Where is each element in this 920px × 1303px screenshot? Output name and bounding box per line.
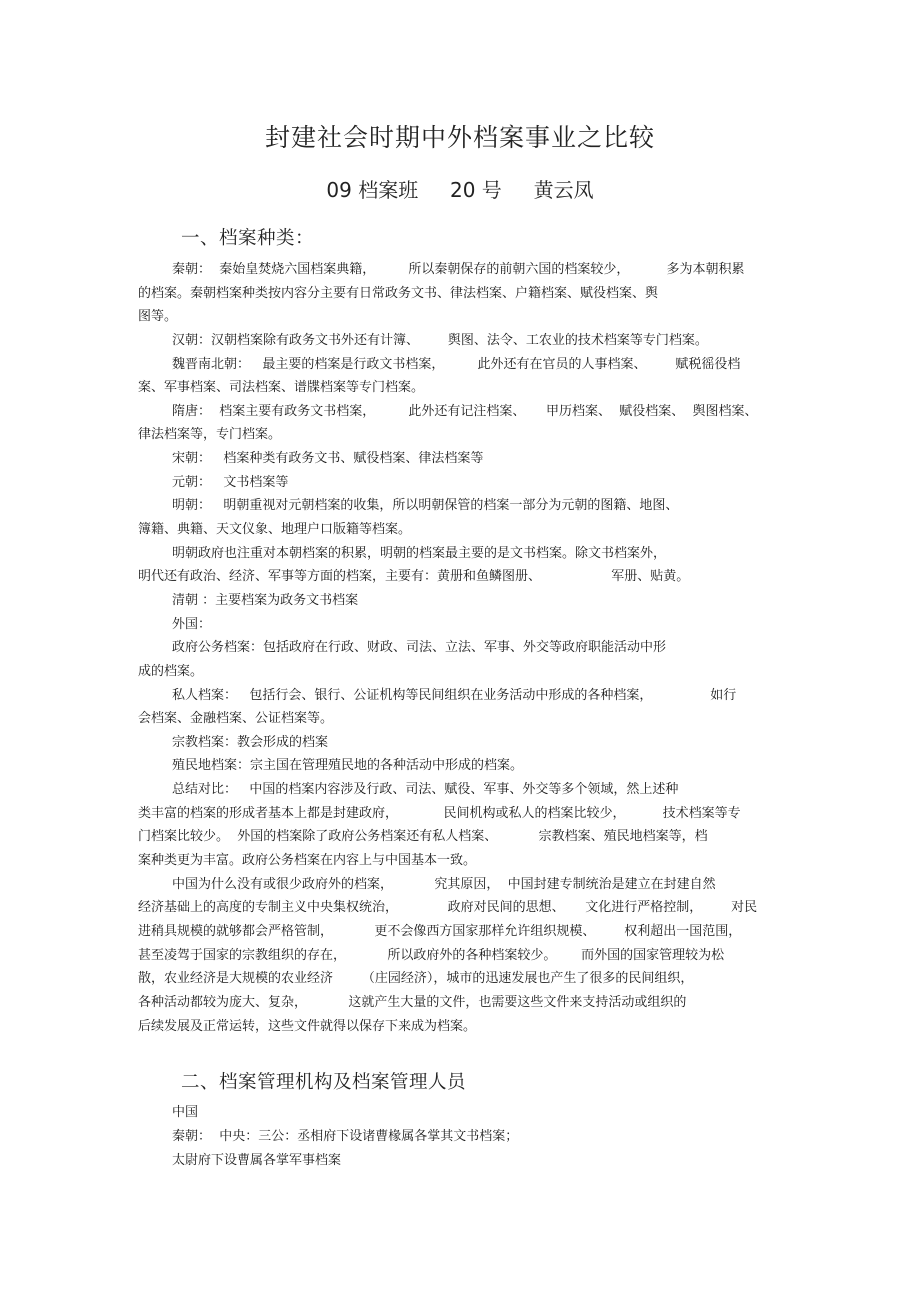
paragraph-line: 各种活动都较为庞大、复杂， 这就产生大量的文件，也需要这些文件来支持活动或组织的 xyxy=(138,994,687,1010)
section-1-body xyxy=(138,258,780,1038)
paragraph-line: 宋朝： 档案种类有政务文书、赋役档案、律法档案等 xyxy=(172,451,484,467)
paragraph-line: 类丰富的档案的形成者基本上都是封建政府， 民间机构或私人的档案比较少， 技术档案等专 xyxy=(138,805,741,821)
paragraph-line: 秦朝： 秦始皇焚烧六国档案典籍， 所以秦朝保存的前朝六国的档案较少， 多为本朝积累 xyxy=(172,262,745,277)
paragraph-line: 明朝政府也注重对本朝档案的积累，明朝的档案最主要的是文书档案。除文书档案外， xyxy=(172,545,667,561)
paragraph-line: 太尉府下设曹属各掌军事档案 xyxy=(172,1153,342,1168)
paragraph-line: 明代还有政治、经济、军事等方面的档案，主要有：黄册和鱼鳞图册、 军册、贴黄。 xyxy=(138,569,690,585)
section-1-heading: 一、档案种类： xyxy=(181,228,315,249)
paragraph-line: 殖民地档案：宗主国在管理殖民地的各种活动中形成的档案。 xyxy=(172,758,524,774)
paragraph-line: 总结对比： 中国的档案内容涉及行政、司法、赋役、军事、外交等多个领域，然上述种 xyxy=(172,782,679,798)
paragraph-line: 元朝： 文书档案等 xyxy=(172,474,289,490)
paragraph-line: 后续发展及正常运转，这些文件就得以保存下来成为档案。 xyxy=(138,1018,477,1034)
paragraph-line: 私人档案： 包括行会、银行、公证机构等民间组织在业务活动中形成的各种档案， 如行 xyxy=(172,687,737,703)
paragraph-line: 甚至凌驾于国家的宗教组织的存在， 所以政府外的各种档案较少。 而外国的国家管理较为松 xyxy=(138,947,725,963)
paragraph-line: 的档案。秦朝档案种类按内容分主要有日常政务文书、律法档案、户籍档案、赋役档案、舆 xyxy=(138,285,659,301)
document-title: 封建社会时期中外档案事业之比较 xyxy=(264,123,655,152)
section-2-body xyxy=(138,1101,780,1173)
paragraph-line: 中国为什么没有或很少政府外的档案， 究其原因， 中国封建专制统治是建立在封建自然 xyxy=(172,876,716,892)
paragraph-line: 明朝： 明朝重视对元朝档案的收集，所以明朝保管的档案一部分为元朝的图籍、地图、 xyxy=(172,498,679,514)
paragraph-line: 隋唐： 档案主要有政务文书档案， 此外还有记注档案、 甲历档案、 赋役档案、 舆图档案、 xyxy=(172,403,758,419)
section-2-heading: 二、档案管理机构及档案管理人员 xyxy=(181,1072,467,1093)
paragraph-line: 簿籍、典籍、天文仪象、地理户口版籍等档案。 xyxy=(138,522,412,538)
paragraph-line: 魏晋南北朝： 最主要的档案是行政文书档案， 此外还有在官员的人事档案、 赋税徭役档 xyxy=(172,356,741,372)
paragraph-line: 宗教档案：教会形成的档案 xyxy=(172,734,329,750)
paragraph-line: 案、军事档案、司法档案、谱牒档案等专门档案。 xyxy=(138,380,425,396)
paragraph-line: 会档案、金融档案、公证档案等。 xyxy=(138,711,334,727)
paragraph-line: 律法档案等，专门档案。 xyxy=(138,427,282,443)
paragraph-line: 政府公务档案：包括政府在行政、财政、司法、立法、军事、外交等政府职能活动中形 xyxy=(172,640,667,656)
paragraph-line: 进稍具规模的就够都会严格管制， 更不会像西方国家那样允许组织规模、 权利超出一国范围， xyxy=(138,923,742,939)
paragraph-line: 门档案比较少。 外国的档案除了政府公务档案还有私人档案、 宗教档案、殖民地档案等，档 xyxy=(138,829,708,845)
paragraph-line: 中国 xyxy=(172,1105,199,1120)
paragraph-line: 散，农业经济是大规模的农业经济 （庄园经济），城市的迅速发展也产生了很多的民间组织， xyxy=(138,971,694,987)
paragraph-line: 秦朝： 中央：三公：丞相府下设诸曹椽属各掌其文书档案； xyxy=(172,1129,519,1144)
paragraph-line: 图等。 xyxy=(138,309,178,325)
paragraph-line: 成的档案。 xyxy=(138,663,204,679)
paragraph-line: 汉朝：汉朝档案除有政务文书外还有计簿、 舆图、法令、工农业的技术档案等专门档案。 xyxy=(172,332,708,348)
paragraph-line: 经济基础上的高度的专制主义中央集权统治， 政府对民间的思想、 文化进行严格控制， 对民 xyxy=(138,900,758,916)
paragraph-line: 案种类更为丰富。政府公务档案在内容上与中国基本一致。 xyxy=(138,853,477,869)
paragraph-line: 外国： xyxy=(172,616,212,632)
paragraph-line: 清朝 ：主要档案为政务文书档案 xyxy=(172,592,359,608)
author-line: 09 档案班 20 号 黄云凤 xyxy=(326,178,594,202)
